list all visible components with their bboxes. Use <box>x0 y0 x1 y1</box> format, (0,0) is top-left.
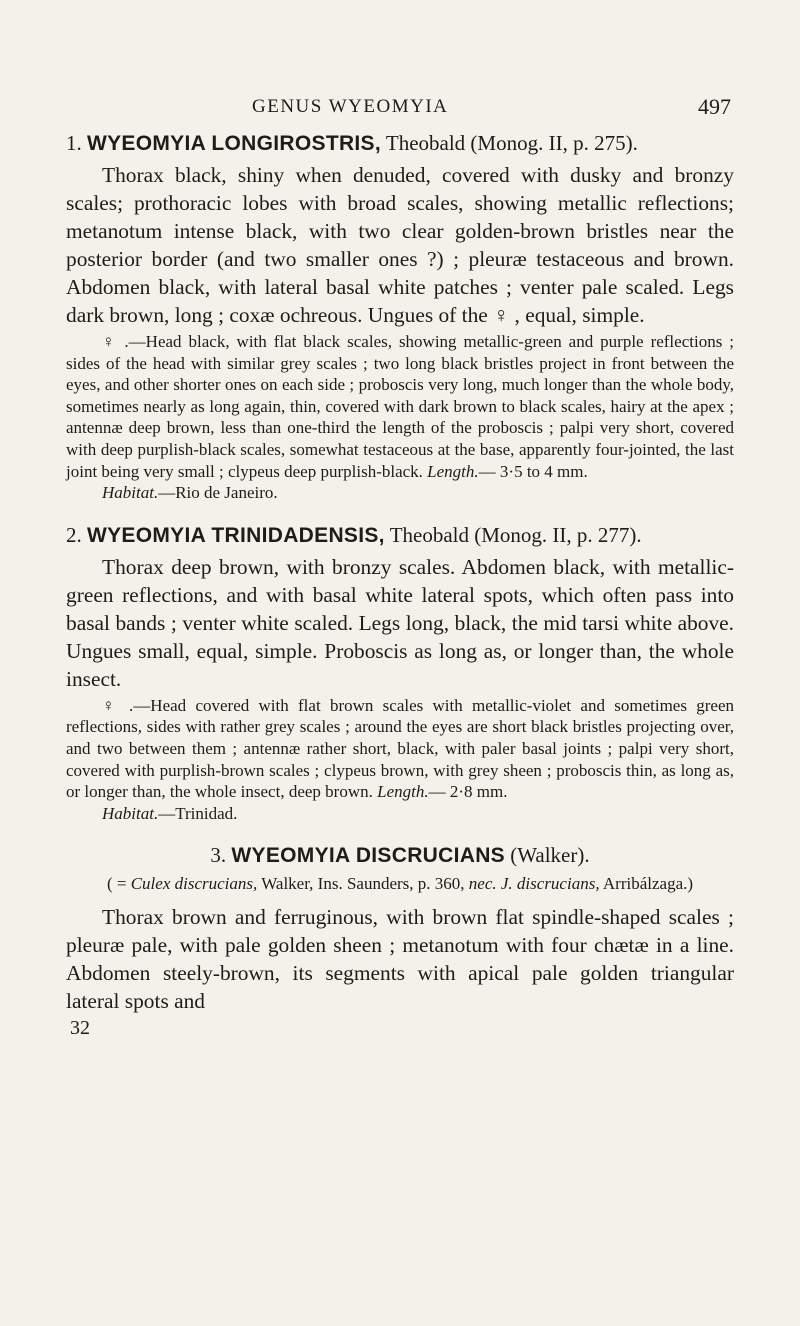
species-description: Thorax deep brown, with bronzy scales. Abdomen black, with metallic-green reflections, and with basal white lateral spots, which often pass into basal bands ; venter white scaled. Legs long, black, the mid tarsi white above. Ungues small, equal, simple. Proboscis as long as, or longer than, the whole insect. <box>66 554 734 691</box>
species-entry-3 <box>66 842 734 1041</box>
synonymy-name-1: Culex discrucians, <box>130 874 258 894</box>
length-value: — 2·8 mm. <box>428 782 508 802</box>
species-number: 1. <box>66 131 82 155</box>
species-citation: Theobald (Monog. II, p. 277). <box>389 522 642 547</box>
running-head <box>0 94 800 124</box>
species-entry-1 <box>66 130 734 504</box>
synonymy-name-2: nec. J. discrucians, <box>468 874 600 894</box>
signature-mark: 32 <box>70 1016 90 1039</box>
habitat-line <box>66 482 734 504</box>
species-name: WYEOMYIA LONGIROSTRIS, <box>87 132 381 155</box>
species-name: WYEOMYIA DISCRUCIANS <box>231 844 505 868</box>
synonymy-note <box>66 873 734 895</box>
species-description: Thorax black, shiny when denuded, covered with dusky and bronzy scales; prothoracic lobes with broad scales, showing metallic reflections; metanotum intense black, with two clear golden-brown bristles near the posterior border (and two smaller ones ?) ; pleuræ testaceous and brown. Abdomen black, with lateral basal white patches ; venter pale scaled. Legs dark brown, long ; coxæ ochreous. Ungues of the ♀ , equal, simple. <box>66 163 734 327</box>
female-description <box>66 331 734 482</box>
habitat-label: Habitat. <box>102 483 159 503</box>
species-number: 3. <box>210 843 227 868</box>
female-text: ♀ .—Head covered with flat brown scales with metallic-violet and sometimes green reflections, sides with rather grey scales ; around the eyes are short black bristles projecting over, and two between them ; antennæ rather short, black, with paler basal joints ; palpi very short, covered with purplish-brown scales ; clypeus brown, with grey sheen ; proboscis thin, as long as, or longer than, the whole insect, deep brown. <box>66 695 734 802</box>
length-label: Length. <box>377 782 429 802</box>
species-name: WYEOMYIA TRINIDADENSIS, <box>87 523 385 547</box>
species-heading <box>66 842 734 869</box>
species-citation: (Walker). <box>510 843 590 868</box>
running-title: GENUS WYEOMYIA <box>252 96 449 117</box>
habitat-value: —Trinidad. <box>158 803 238 823</box>
species-description: Thorax brown and ferruginous, with brown flat spindle-shaped scales ; pleuræ pale, with pale golden sheen ; metanotum with four chætæ in a line. Abdomen steely-brown, its segments with apical pale golden triangular lateral spots and <box>66 904 734 1013</box>
length-label: Length. <box>427 461 479 481</box>
species-citation: Theobald (Monog. II, p. 275). <box>385 131 638 155</box>
habitat-label: Habitat. <box>102 803 159 823</box>
female-text: ♀ .—Head black, with flat black scales, showing metallic-green and purple reflections ; sides of the head with similar grey scales ; two long black bristles project in front between the eyes, and other shorter ones on each side ; proboscis very long, much longer than the whole body, sometimes nearly as long again, thin, covered with dark brown to black scales, hairy at the apex ; antennæ deep brown, less than one-third the length of the proboscis ; palpi very short, covered with deep purplish-black scales, somewhat testaceous at the base, apparently four-jointed, the last joint being very small ; clypeus deep purplish-black. <box>66 332 734 481</box>
species-number: 2. <box>66 522 82 547</box>
page-number: 497 <box>698 94 731 119</box>
synonymy-close: Arribálzaga.) <box>599 874 694 894</box>
habitat-line <box>66 803 734 825</box>
species-heading <box>66 130 734 157</box>
length-value: — 3·5 to 4 mm. <box>478 461 588 481</box>
page-content <box>66 130 734 1041</box>
synonymy-reference: Walker, Ins. Saunders, p. 360, <box>257 874 469 894</box>
synonymy-open: ( = <box>106 874 131 894</box>
female-description <box>66 695 734 803</box>
species-heading <box>66 522 734 549</box>
species-entry-2 <box>66 522 734 825</box>
habitat-value: —Rio de Janeiro. <box>158 483 278 503</box>
